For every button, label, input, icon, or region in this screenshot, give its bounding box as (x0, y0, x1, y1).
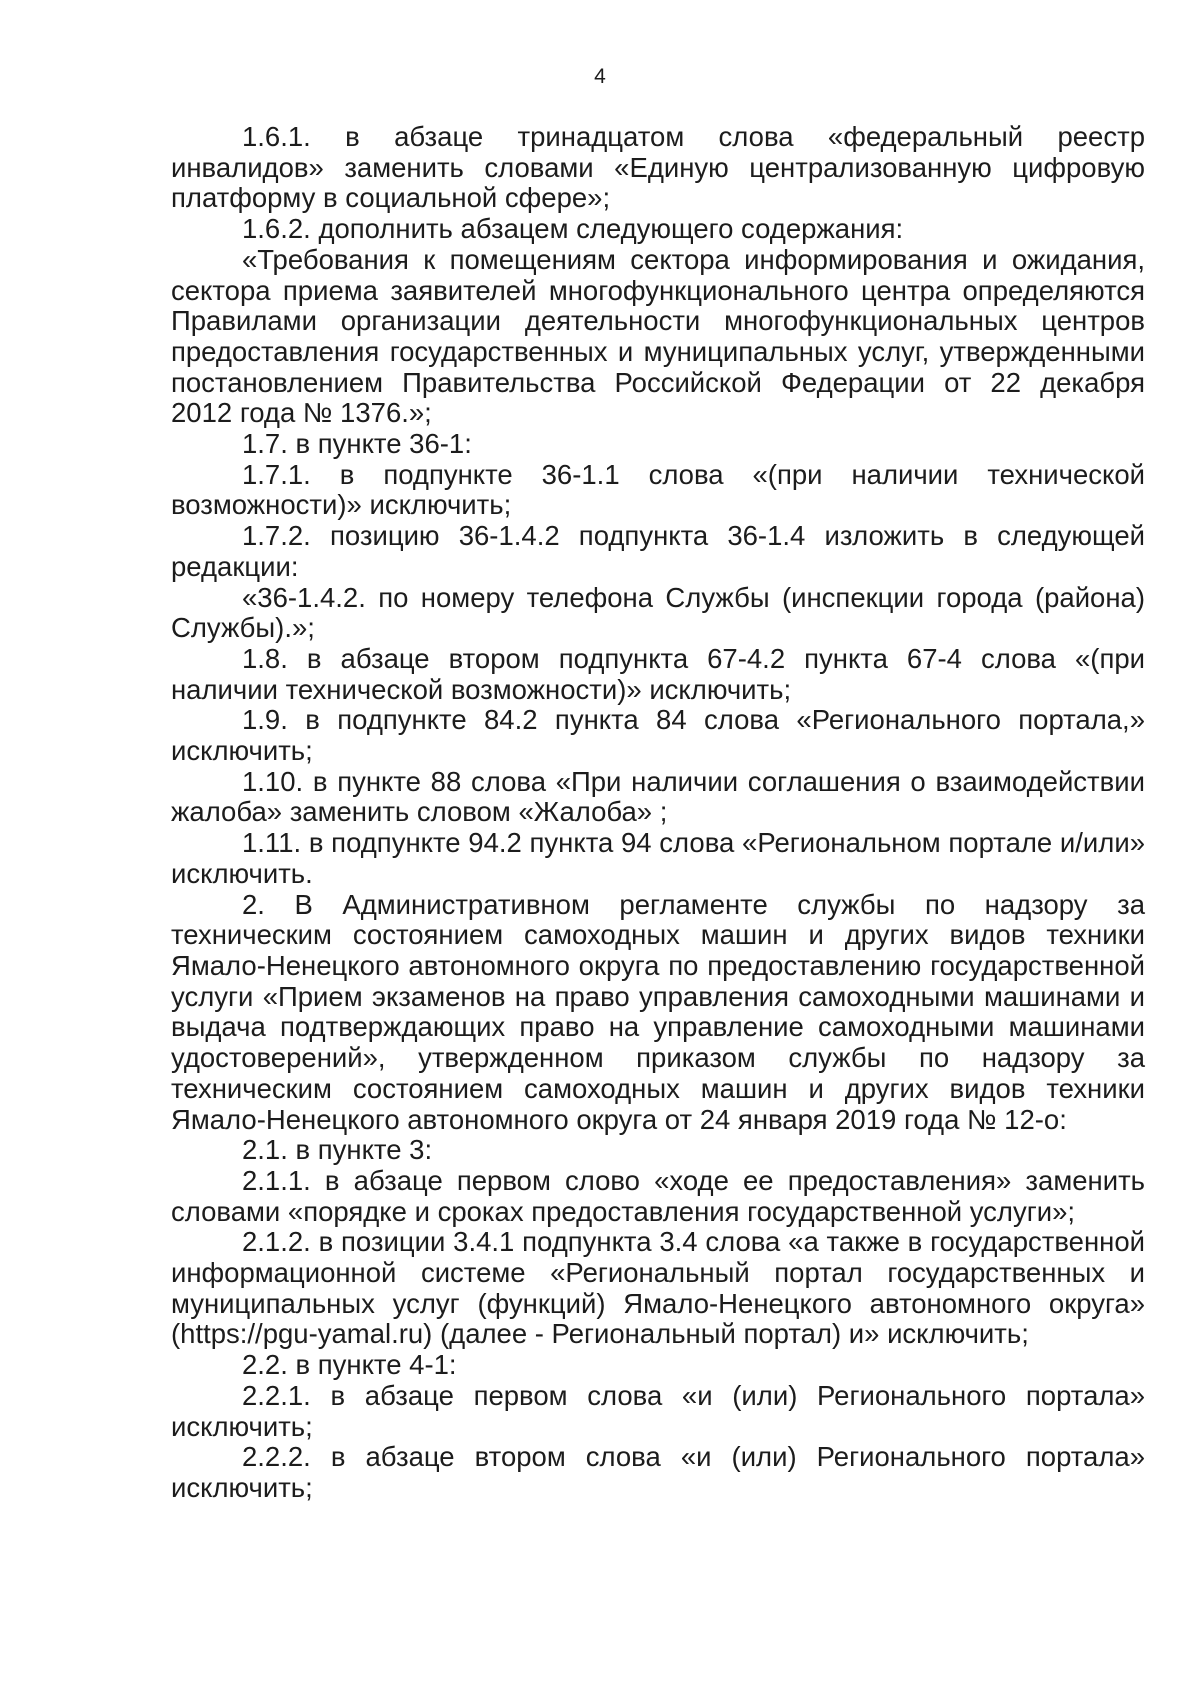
paragraph-1-6-1: 1.6.1. в абзаце тринадцатом слова «федеральный реестр инвалидов» заменить словами «Единую централизованную цифровую платформу в социальной сфере»; (171, 121, 1145, 214)
document-body (171, 122, 1145, 1504)
paragraph-1-11: 1.11. в подпункте 94.2 пункта 94 слова «Региональном портале и/или» исключить. (171, 827, 1145, 889)
paragraph-quote-36-1-4-2: «36-1.4.2. по номеру телефона Службы (инспекции города (района) Службы).»; (171, 581, 1145, 644)
paragraph-1-6-2: 1.6.2. дополнить абзацем следующего содержания: (242, 213, 904, 245)
page-number: 4 (594, 65, 606, 88)
paragraph-1-7-1: 1.7.1. в подпункте 36-1.1 слова «(при наличии технической возможности)» исключить; (171, 458, 1145, 521)
paragraph-2-1-1: 2.1.1. в абзаце первом слово «ходе ее предоставления» заменить словами «порядке и сроках предоставления государственной услуги»; (171, 1164, 1145, 1227)
paragraph-1-7: 1.7. в пункте 36-1: (242, 428, 472, 460)
paragraph-quote-requirements: «Требования к помещениям сектора информирования и ожидания, сектора приема заявителей многофункционального центра определяются Правилами организации деятельности многофункциональных центров предоставления государственных и муниципальных услуг, утвержденными постановлением Правительства Российской Федерации от 22 декабря 2012 года № 1376.»; (171, 243, 1145, 429)
paragraph-2: 2. В Административном регламенте службы по надзору за техническим состоянием самоходных машин и других видов техники Ямало-Ненецкого автономного округа по предоставлению государственной услуги «Прием экзаменов на право управления самоходными машинами и выдача подтверждающих право на управление самоходными машинами удостоверений», утвержденном приказом службы по надзору за техническим состоянием самоходных машин и других видов техники Ямало-Ненецкого автономного округа от 24 января 2019 года № 12-о: (171, 888, 1145, 1135)
paragraph-2-2-2: 2.2.2. в абзаце втором слова «и (или) Регионального портала» исключить; (171, 1441, 1145, 1503)
paragraph-1-8: 1.8. в абзаце втором подпункта 67-4.2 пункта 67-4 слова «(при наличии технической возможности)» исключить; (171, 642, 1145, 705)
paragraph-1-7-2: 1.7.2. позицию 36-1.4.2 подпункта 36-1.4 изложить в следующей редакции: (171, 520, 1145, 582)
paragraph-1-10: 1.10. в пункте 88 слова «При наличии соглашения о взаимодействии жалоба» заменить словом «Жалоба» ; (171, 765, 1145, 828)
paragraph-2-1-2: 2.1.2. в позиции 3.4.1 подпункта 3.4 слова «а также в государственной информационной системе «Региональный портал государственных и муниципальных услуг (функций) Ямало-Ненецкого автономного округа» (https://pgu-yamal.ru) (далее - Региональный портал) и» исключить; (171, 1226, 1145, 1350)
paragraph-2-2: 2.2. в пункте 4-1: (242, 1349, 457, 1381)
paragraph-2-1: 2.1. в пункте 3: (242, 1134, 433, 1166)
paragraph-1-9: 1.9. в подпункте 84.2 пункта 84 слова «Регионального портала,» исключить; (171, 704, 1145, 767)
paragraph-2-2-1: 2.2.1. в абзаце первом слова «и (или) Регионального портала» исключить; (171, 1379, 1145, 1442)
